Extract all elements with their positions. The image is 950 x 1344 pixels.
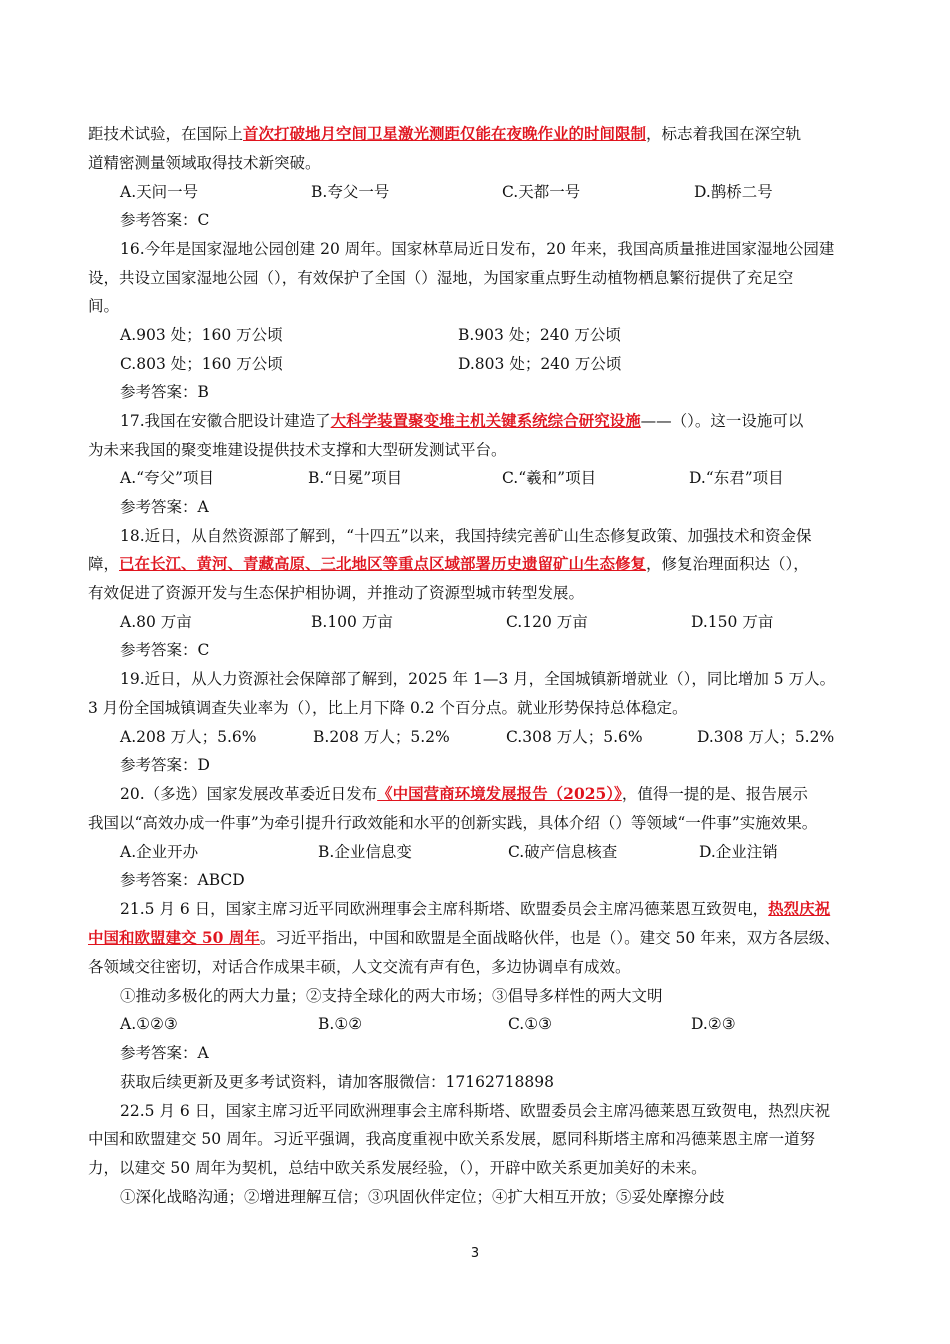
q17-stem-line-1 bbox=[120, 411, 803, 431]
q19-option-c: C.308 万人；5.6% bbox=[506, 728, 643, 746]
q15-option-c: C.天都一号 bbox=[502, 183, 581, 201]
q19-option-a: A.208 万人；5.6% bbox=[120, 728, 257, 746]
q21-stem-line-3: 各领域交往密切，对话合作成果丰硕，人文交流有声有色，多边协调卓有成效。 bbox=[88, 958, 631, 976]
q18-stem-line-1: 18.近日，从自然资源部了解到，“十四五”以来，我国持续完善矿山生态修复政策、加强技术和资金保 bbox=[120, 527, 812, 545]
highlight-text: 首次打破地月空间卫星激光测距仅能在夜晚作业的时间限制 bbox=[243, 124, 647, 143]
text: ——（）。这一设施可以 bbox=[640, 412, 804, 430]
q21-option-b: B.①② bbox=[318, 1015, 363, 1033]
q20-option-a: A.企业开办 bbox=[120, 843, 199, 861]
q18-answer: 参考答案：C bbox=[120, 641, 210, 659]
q16-stem-line-1: 16.今年是国家湿地公园创建 20 周年。国家林草局近日发布，20 年来，我国高质量推进国家湿地公园建 bbox=[120, 240, 835, 258]
text: 20.（多选）国家发展改革委近日发布 bbox=[120, 785, 378, 803]
highlight-text: 中国和欧盟建交 50 周年 bbox=[88, 928, 260, 947]
q16-option-c: C.803 处；160 万公顷 bbox=[120, 355, 283, 373]
q21-option-a: A.①②③ bbox=[120, 1015, 178, 1033]
q15-option-d: D.鹊桥二号 bbox=[694, 183, 773, 201]
text: 障， bbox=[88, 555, 120, 573]
q17-option-a: A.“夸父”项目 bbox=[120, 469, 214, 487]
q17-option-c: C.“羲和”项目 bbox=[502, 469, 597, 487]
q17-option-d: D.“东君”项目 bbox=[689, 469, 784, 487]
q21-option-c: C.①③ bbox=[508, 1015, 553, 1033]
q21-stem-line-2 bbox=[88, 928, 840, 948]
q20-option-b: B.企业信息变 bbox=[318, 843, 412, 861]
q16-answer: 参考答案：B bbox=[120, 383, 209, 401]
highlight-text: 已在长江、黄河、青藏高原、三北地区等重点区域部署历史遗留矿山生态修复 bbox=[119, 554, 647, 573]
text: 17.我国在安徽合肥设计建造了 bbox=[120, 412, 331, 430]
q18-stem-line-2 bbox=[88, 554, 809, 574]
q18-stem-line-3: 有效促进了资源开发与生态保护相协调，并推动了资源型城市转型发展。 bbox=[88, 584, 585, 602]
highlight-text: 大科学装置聚变堆主机关键系统综合研究设施 bbox=[330, 411, 641, 430]
q21-answer: 参考答案：A bbox=[120, 1044, 209, 1062]
q17-stem-line-2: 为未来我国的聚变堆建设提供技术支撑和大型研发测试平台。 bbox=[88, 441, 507, 459]
q21-stem-line-1 bbox=[120, 899, 830, 919]
q18-option-b: B.100 万亩 bbox=[311, 613, 393, 631]
text: ，标志着我国在深空轨 bbox=[646, 125, 802, 143]
q19-answer: 参考答案：D bbox=[120, 756, 210, 774]
q22-choice-list: ①深化战略沟通；②增进理解互信；③巩固伙伴定位；④扩大相互开放；⑤妥处摩擦分歧 bbox=[120, 1188, 725, 1206]
q15-option-b: B.夸父一号 bbox=[311, 183, 390, 201]
text: 距技术试验，在国际上 bbox=[88, 125, 244, 143]
q19-stem-line-2: 3 月份全国城镇调查失业率为（），比上月下降 0.2 个百分点。就业形势保持总体稳定。 bbox=[88, 699, 688, 717]
q19-option-d: D.308 万人；5.2% bbox=[697, 728, 835, 746]
q15-stem-line-1 bbox=[88, 124, 801, 144]
q20-option-d: D.企业注销 bbox=[699, 843, 778, 861]
highlight-text: 热烈庆祝 bbox=[768, 899, 831, 918]
q19-stem-line-1: 19.近日，从人力资源社会保障部了解到，2025 年 1—3 月，全国城镇新增就业（），同比增加 5 万人。 bbox=[120, 670, 836, 688]
q16-option-b: B.903 处；240 万公顷 bbox=[458, 326, 621, 344]
highlight-text: 《中国营商环境发展报告（2025）》 bbox=[377, 784, 622, 803]
q21-choice-list: ①推动多极化的两大力量；②支持全球化的两大市场；③倡导多样性的两大文明 bbox=[120, 987, 663, 1005]
q20-answer: 参考答案：ABCD bbox=[120, 871, 245, 889]
q18-option-d: D.150 万亩 bbox=[691, 613, 774, 631]
q16-stem-line-3: 间。 bbox=[88, 297, 120, 315]
q22-stem-line-1: 22.5 月 6 日，国家主席习近平同欧洲理事会主席科斯塔、欧盟委员会主席冯德莱恩互致贺电，热烈庆祝 bbox=[120, 1102, 831, 1120]
text: 21.5 月 6 日，国家主席习近平同欧洲理事会主席科斯塔、欧盟委员会主席冯德莱恩互致贺电， bbox=[120, 900, 769, 918]
q22-stem-line-3: 力，以建交 50 周年为契机，总结中欧关系发展经验，（），开辟中欧关系更加美好的未来。 bbox=[88, 1159, 707, 1177]
text: 。习近平指出，中国和欧盟是全面战略伙伴，也是（）。建交 50 年来，双方各层级、 bbox=[259, 929, 840, 947]
q16-stem-line-2: 设，共设立国家湿地公园（），有效保护了全国（）湿地，为国家重点野生动植物栖息繁衍提供了充足空 bbox=[88, 269, 794, 287]
q17-option-b: B.“日冕”项目 bbox=[308, 469, 403, 487]
page-number: 3 bbox=[470, 1246, 480, 1261]
text: ，值得一提的是、报告展示 bbox=[621, 785, 808, 803]
q20-option-c: C.破产信息核查 bbox=[508, 843, 618, 861]
q16-option-a: A.903 处；160 万公顷 bbox=[120, 326, 283, 344]
text: ，修复治理面积达（）， bbox=[646, 555, 809, 573]
q20-stem-line-1 bbox=[120, 784, 808, 804]
q15-option-a: A.天问一号 bbox=[120, 183, 199, 201]
q15-answer: 参考答案：C bbox=[120, 211, 210, 229]
q20-stem-line-2: 我国以“高效办成一件事”为牵引提升行政效能和水平的创新实践，具体介绍（）等领域“一件事”实施效果。 bbox=[88, 814, 818, 832]
q15-stem-line-2: 道精密测量领域取得技术新突破。 bbox=[88, 154, 321, 172]
contact-notice: 获取后续更新及更多考试资料，请加客服微信：17162718898 bbox=[120, 1073, 554, 1091]
q16-option-d: D.803 处；240 万公顷 bbox=[458, 355, 622, 373]
q17-answer: 参考答案：A bbox=[120, 498, 209, 516]
q21-option-d: D.②③ bbox=[691, 1015, 736, 1033]
q19-option-b: B.208 万人；5.2% bbox=[313, 728, 450, 746]
q22-stem-line-2: 中国和欧盟建交 50 周年。习近平强调，我高度重视中欧关系发展，愿同科斯塔主席和冯德莱恩主席一道努 bbox=[88, 1130, 816, 1148]
q18-option-c: C.120 万亩 bbox=[506, 613, 588, 631]
q18-option-a: A.80 万亩 bbox=[120, 613, 192, 631]
